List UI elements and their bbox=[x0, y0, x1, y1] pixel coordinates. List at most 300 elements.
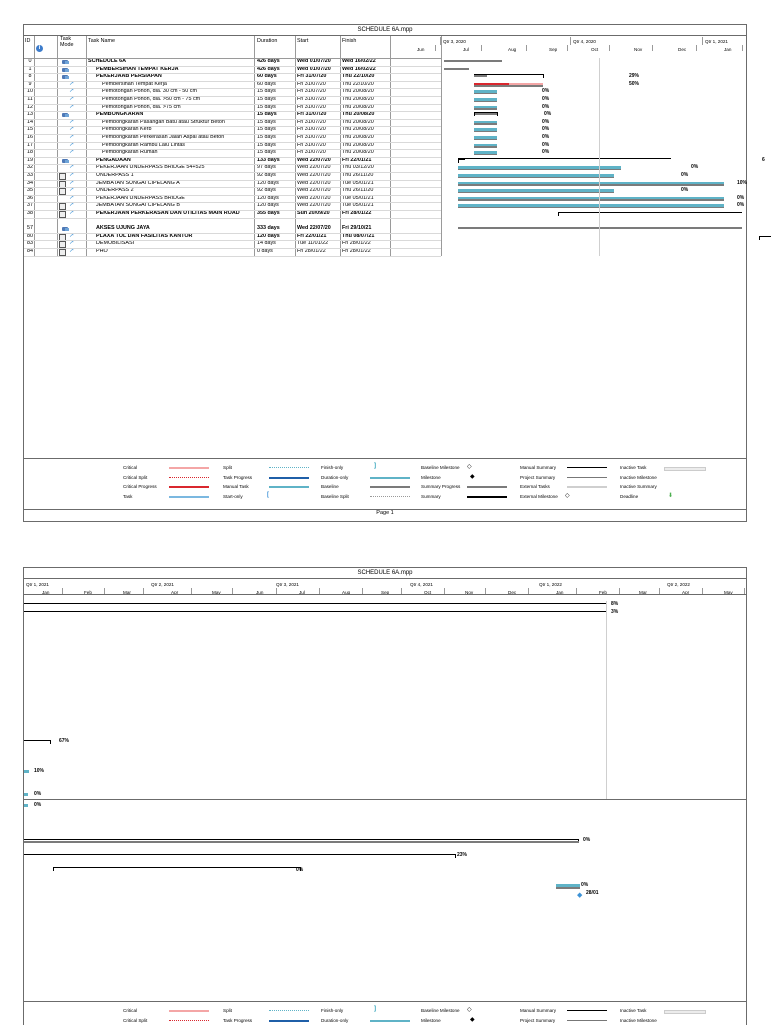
manual-schedule-pin-icon: ↗ bbox=[69, 172, 75, 178]
task-duration[interactable]: 15 days bbox=[257, 134, 276, 140]
legend-swatch bbox=[169, 1010, 209, 1012]
month-label: Mar bbox=[639, 590, 647, 595]
legend-swatch bbox=[370, 496, 410, 497]
task-id: 11 bbox=[27, 96, 33, 102]
month-label: Jun bbox=[417, 47, 425, 52]
legend-label: Manual Summary bbox=[520, 1008, 556, 1013]
manual-schedule-pin-icon: ↗ bbox=[69, 232, 75, 239]
task-bar[interactable] bbox=[24, 804, 28, 807]
col-header-id[interactable]: ID bbox=[25, 38, 31, 44]
task-name[interactable]: UNDERPASS 1 bbox=[96, 172, 134, 178]
baseline-bar bbox=[458, 192, 614, 194]
row-divider bbox=[24, 256, 441, 257]
legend-swatch bbox=[664, 1010, 706, 1014]
col-header-duration[interactable]: Duration bbox=[257, 38, 278, 44]
summary-bracket[interactable] bbox=[458, 159, 465, 160]
task-duration[interactable]: 120 days bbox=[257, 202, 279, 209]
month-label: Feb bbox=[599, 590, 607, 595]
tick bbox=[696, 45, 697, 51]
manual-schedule-pin-icon: ↗ bbox=[69, 126, 75, 133]
legend-label: Finish-only bbox=[321, 1008, 344, 1013]
summary-bracket[interactable] bbox=[24, 839, 579, 840]
task-id: 18 bbox=[27, 149, 33, 156]
task-name[interactable]: Pembongkaran Perkerasan Jalan Aspal atau Beton bbox=[102, 134, 225, 140]
task-duration[interactable]: 60 days bbox=[257, 73, 277, 80]
legend-swatch bbox=[567, 477, 607, 480]
task-start[interactable]: Fri 31/07/20 bbox=[297, 73, 327, 80]
task-duration[interactable]: 426 days bbox=[257, 58, 280, 64]
legend-swatch bbox=[567, 1020, 607, 1023]
legend-label: Finish-only bbox=[321, 465, 344, 470]
summary-bracket[interactable] bbox=[24, 603, 607, 604]
task-duration[interactable]: 15 days bbox=[257, 141, 276, 148]
baseline-bar bbox=[474, 146, 497, 148]
tick bbox=[652, 45, 653, 51]
legend-label: Task Progress bbox=[223, 474, 253, 480]
auto-scheduled-icon bbox=[62, 227, 68, 231]
task-start[interactable]: Wed 22/07/20 bbox=[297, 194, 331, 201]
row-divider bbox=[24, 202, 441, 203]
manual-schedule-pin-icon: ↗ bbox=[69, 96, 75, 102]
row-divider bbox=[24, 88, 441, 89]
task-duration[interactable]: 120 days bbox=[257, 179, 279, 186]
month-label: Jun bbox=[256, 590, 264, 595]
progress-label: 0% bbox=[542, 103, 550, 110]
task-name[interactable]: PEKERJAAB PERSIAPAN bbox=[96, 73, 162, 80]
task-start[interactable]: Wed 22/07/20 bbox=[297, 225, 331, 232]
row-divider bbox=[24, 73, 441, 74]
task-id: 34 bbox=[27, 179, 33, 186]
progress-label: 23% bbox=[457, 851, 468, 858]
finish-only-glyph: ] bbox=[374, 463, 376, 469]
summary-bracket[interactable] bbox=[24, 740, 51, 741]
task-start[interactable]: Tue 11/01/22 bbox=[297, 240, 329, 247]
month-label: Aug bbox=[508, 47, 517, 52]
legend-swatch bbox=[664, 467, 706, 471]
task-name[interactable]: PHO bbox=[96, 248, 108, 254]
task-id: 80 bbox=[27, 232, 33, 239]
column-divider bbox=[86, 36, 87, 256]
tick bbox=[609, 45, 610, 51]
task-id: 35 bbox=[27, 187, 33, 194]
legend-label: Project Summary bbox=[520, 474, 556, 480]
progress-label: 0% bbox=[581, 882, 589, 889]
task-finish[interactable]: Fri 29/10/21 bbox=[342, 225, 372, 232]
summary-baseline-bar bbox=[444, 68, 469, 70]
task-duration[interactable]: 426 days bbox=[257, 65, 280, 72]
task-name[interactable]: PENGADAAN bbox=[96, 156, 131, 163]
column-divider bbox=[34, 36, 35, 256]
auto-scheduled-icon bbox=[62, 75, 68, 79]
gantt-page-1 bbox=[23, 24, 765, 522]
task-start[interactable]: Wed 22/07/20 bbox=[297, 172, 331, 178]
task-name[interactable]: JEMBATAN SUNGAI CIPELANG B bbox=[96, 202, 180, 209]
bracket-end bbox=[50, 740, 51, 744]
task-finish[interactable]: Thu 26/11/20 bbox=[342, 187, 374, 194]
page-number: Page 1 bbox=[376, 510, 394, 516]
legend-label: Duration-only bbox=[321, 1017, 349, 1023]
legend-label: Inactive Milestone bbox=[620, 1017, 657, 1023]
legend-swatch bbox=[269, 1020, 309, 1022]
task-name[interactable]: PEMBONGKARAN bbox=[96, 111, 144, 118]
month-label: Dec bbox=[508, 590, 517, 595]
task-duration[interactable]: 333 days bbox=[257, 225, 280, 232]
task-start[interactable]: Fri 31/07/20 bbox=[297, 118, 326, 125]
bracket-end bbox=[543, 74, 544, 78]
legend-swatch bbox=[169, 1020, 209, 1021]
task-start[interactable]: Wed 01/07/20 bbox=[297, 58, 331, 64]
legend-label: Inactive Task bbox=[620, 1008, 647, 1013]
task-id: 37 bbox=[27, 202, 33, 209]
task-finish[interactable]: Thu 26/11/20 bbox=[342, 172, 374, 178]
progress-label: 0% bbox=[542, 149, 550, 156]
task-start[interactable]: Fri 31/07/20 bbox=[297, 96, 326, 102]
task-duration[interactable]: 60 days bbox=[257, 80, 276, 87]
tick bbox=[440, 37, 441, 45]
progress-label: 6 bbox=[762, 156, 765, 163]
task-duration[interactable]: 133 days bbox=[257, 156, 280, 163]
legend-swatch bbox=[269, 1010, 309, 1011]
legend-swatch bbox=[269, 477, 309, 479]
legend-label: Task bbox=[123, 493, 133, 499]
auto-scheduled-icon bbox=[62, 159, 68, 163]
task-name[interactable]: JEMBATAN SUNGAI CIPELANG A bbox=[96, 179, 180, 186]
task-finish[interactable]: Thu 20/08/20 bbox=[342, 88, 374, 95]
summary-bracket[interactable] bbox=[474, 112, 497, 113]
baseline-bar bbox=[556, 887, 580, 889]
task-start[interactable]: Wed 22/07/20 bbox=[297, 202, 331, 209]
task-id: 33 bbox=[27, 172, 33, 178]
task-start[interactable]: Fri 31/07/20 bbox=[297, 103, 326, 110]
task-finish[interactable]: Tue 05/01/21 bbox=[342, 179, 374, 186]
task-start[interactable]: Wed 22/07/20 bbox=[297, 179, 331, 186]
quarter-label: Qtr 4, 2021 bbox=[410, 582, 433, 587]
progress-label: 0% bbox=[583, 836, 591, 843]
progress-label: 3% bbox=[611, 608, 619, 615]
legend-label: Summary Progress bbox=[421, 484, 461, 489]
summary-bar[interactable] bbox=[474, 75, 487, 77]
col-header-finish[interactable]: Finish bbox=[342, 38, 357, 44]
legend-label: Critical bbox=[123, 1008, 138, 1013]
progress-label: 0% bbox=[542, 88, 550, 95]
task-duration[interactable]: 0 days bbox=[257, 248, 273, 254]
baseline-bar bbox=[24, 841, 579, 843]
task-duration[interactable]: 97 days bbox=[257, 164, 276, 171]
task-finish[interactable]: Thu 20/08/20 bbox=[342, 141, 374, 148]
month-label: Aug bbox=[342, 590, 351, 595]
task-finish[interactable]: Fri 28/01/22 bbox=[342, 248, 371, 254]
task-finish[interactable]: Thu 20/08/20 bbox=[342, 126, 374, 133]
task-duration[interactable]: 15 days bbox=[257, 96, 276, 102]
manual-schedule-pin-icon: ↗ bbox=[69, 248, 75, 254]
month-label: Oct bbox=[591, 47, 599, 52]
task-start[interactable]: Fri 28/01/22 bbox=[297, 248, 326, 254]
manual-schedule-pin-icon: ↗ bbox=[69, 187, 75, 194]
task-id: 15 bbox=[27, 126, 33, 133]
column-divider bbox=[254, 36, 255, 256]
summary-baseline-bar bbox=[458, 227, 742, 229]
summary-bracket[interactable] bbox=[458, 158, 671, 159]
task-start[interactable]: Sun 20/09/20 bbox=[297, 210, 330, 216]
manual-schedule-pin-icon: ↗ bbox=[69, 141, 75, 148]
legend-label: Split bbox=[223, 465, 232, 470]
bracket-end bbox=[759, 236, 760, 240]
row-divider bbox=[24, 96, 441, 97]
progress-label: 8% bbox=[611, 601, 619, 607]
legend-label: Duration-only bbox=[321, 474, 349, 480]
progress-label: 0% bbox=[542, 134, 550, 140]
task-finish[interactable]: Tue 05/01/21 bbox=[342, 202, 374, 209]
col-header-start[interactable]: Start bbox=[297, 38, 309, 44]
summary-bracket[interactable] bbox=[558, 212, 743, 213]
task-duration[interactable]: 120 days bbox=[257, 232, 280, 239]
legend-label: Inactive Task bbox=[620, 465, 647, 470]
legend-label: Critical Progress bbox=[123, 484, 157, 489]
row-divider bbox=[24, 134, 441, 135]
baseline-bar bbox=[474, 108, 497, 110]
task-start[interactable]: Wed 01/07/20 bbox=[297, 65, 331, 72]
legend-label: Milestone bbox=[421, 474, 441, 480]
task-start[interactable]: Wed 22/07/20 bbox=[297, 156, 331, 163]
baseline-bar bbox=[474, 93, 497, 95]
task-finish[interactable]: Thu 20/08/20 bbox=[342, 134, 374, 140]
row-divider bbox=[24, 157, 441, 158]
row-divider bbox=[24, 218, 441, 219]
bracket-end bbox=[474, 112, 475, 116]
task-id: 19 bbox=[27, 156, 33, 163]
task-id: 12 bbox=[27, 103, 33, 110]
task-start[interactable]: Fri 31/07/20 bbox=[297, 80, 326, 87]
column-divider bbox=[441, 36, 442, 256]
task-duration[interactable]: 15 days bbox=[257, 103, 276, 110]
task-duration[interactable]: 15 days bbox=[257, 111, 277, 118]
month-label: Jan bbox=[42, 590, 50, 595]
task-name[interactable]: Pembongkaran Pasangan Batu atau Struktur Beton bbox=[102, 118, 225, 125]
quarter-label: Qtr 4, 2020 bbox=[573, 39, 596, 44]
task-name[interactable]: PEKERJAAN PERKERASAN DAN UTILITAS MAIN ROAD bbox=[96, 210, 240, 216]
task-finish[interactable]: Thu 22/10/20 bbox=[342, 73, 375, 80]
task-name[interactable]: DEMOBILISASI bbox=[96, 240, 135, 247]
task-name[interactable]: PEMBERSIHAN TEMPAT KERJA bbox=[96, 65, 179, 72]
progress-label: 10% bbox=[34, 768, 45, 775]
task-name[interactable]: AKSES UJUNG JAYA bbox=[96, 225, 150, 232]
task-finish[interactable]: Thu 03/12/20 bbox=[342, 164, 374, 171]
legend-swatch bbox=[169, 486, 209, 488]
task-start[interactable]: Fri 31/07/20 bbox=[297, 134, 326, 140]
baseline-bar bbox=[458, 177, 614, 179]
row-divider bbox=[24, 195, 441, 196]
progress-label: 0% bbox=[681, 172, 689, 178]
baseline-bar bbox=[458, 184, 724, 186]
legend-swatch bbox=[269, 467, 309, 468]
progress-label: 0% bbox=[542, 118, 550, 125]
month-label: Jan bbox=[556, 590, 564, 595]
task-duration[interactable]: 92 days bbox=[257, 187, 276, 194]
task-id: 0 bbox=[28, 58, 32, 64]
summary-bracket[interactable] bbox=[759, 236, 771, 237]
manual-schedule-pin-icon: ↗ bbox=[69, 179, 75, 186]
task-finish[interactable]: Thu 08/07/21 bbox=[342, 232, 375, 239]
progress-label: 0% bbox=[542, 126, 550, 133]
task-finish[interactable]: Fri 28/01/22 bbox=[342, 210, 372, 216]
task-start[interactable]: Wed 22/07/20 bbox=[297, 164, 331, 171]
bracket-end bbox=[455, 854, 456, 858]
task-finish[interactable]: Tue 05/01/21 bbox=[342, 194, 374, 201]
task-name[interactable]: Pembersihan Tempat Kerja bbox=[102, 80, 167, 87]
task-duration[interactable]: 355 days bbox=[257, 210, 280, 216]
month-label: Feb bbox=[84, 590, 92, 595]
legend-swatch bbox=[370, 477, 410, 479]
finish-only-glyph: ] bbox=[374, 1006, 376, 1012]
task-duration[interactable]: 15 days bbox=[257, 88, 276, 95]
legend-swatch bbox=[370, 486, 410, 488]
manual-schedule-pin-icon: ↗ bbox=[69, 118, 75, 125]
baseline-bar bbox=[474, 101, 497, 103]
legend-label: Task Progress bbox=[223, 1017, 253, 1023]
legend-label: Critical Split bbox=[123, 1017, 148, 1023]
col-header-name[interactable]: Task Name bbox=[88, 38, 115, 44]
manual-schedule-pin-icon: ↗ bbox=[69, 194, 75, 201]
baseline-bar bbox=[474, 85, 544, 87]
tick bbox=[567, 45, 568, 51]
task-start[interactable]: Fri 22/01/21 bbox=[297, 232, 327, 239]
task-duration[interactable]: 15 days bbox=[257, 126, 276, 133]
task-start[interactable]: Fri 31/07/20 bbox=[297, 88, 326, 95]
baseline-milestone-glyph: ◇ bbox=[467, 464, 472, 470]
column-divider bbox=[295, 36, 296, 256]
task-name[interactable]: Pemotongan Pohon, dia. >75 cm bbox=[102, 103, 181, 110]
month-label: Jul bbox=[463, 47, 469, 52]
task-start[interactable]: Fri 31/07/20 bbox=[297, 111, 327, 118]
task-start[interactable]: Fri 31/07/20 bbox=[297, 149, 326, 156]
progress-label: 0% bbox=[34, 791, 42, 797]
summary-bar[interactable] bbox=[474, 113, 497, 115]
task-finish[interactable]: Thu 20/08/20 bbox=[342, 149, 374, 156]
quarter-label: Qtr 1, 2021 bbox=[26, 582, 49, 587]
task-duration[interactable]: 15 days bbox=[257, 118, 276, 125]
legend-label: Inactive Summary bbox=[620, 484, 657, 489]
task-finish[interactable]: Wed 16/02/22 bbox=[342, 65, 376, 72]
task-start[interactable]: Wed 22/07/20 bbox=[297, 187, 331, 194]
start-only-glyph: [ bbox=[267, 491, 269, 498]
row-divider bbox=[24, 66, 441, 67]
manual-schedule-pin-icon: ↗ bbox=[69, 240, 75, 247]
task-name[interactable]: PLAXA TOL DAN FASILITAS KANTOR bbox=[96, 232, 193, 239]
legend-label: Baseline Milestone bbox=[421, 465, 460, 470]
manual-schedule-pin-icon: ↗ bbox=[69, 164, 75, 171]
task-finish[interactable]: Thu 22/10/20 bbox=[342, 80, 374, 87]
task-start[interactable]: Fri 31/07/20 bbox=[297, 126, 326, 133]
task-finish[interactable]: Wed 16/02/22 bbox=[342, 58, 376, 64]
summary-bracket[interactable] bbox=[24, 854, 456, 855]
quarter-label: Qtr 1, 2022 bbox=[539, 582, 562, 587]
progress-label: 0% bbox=[691, 164, 699, 171]
progress-label: 0% bbox=[542, 141, 550, 148]
task-bar[interactable] bbox=[24, 793, 28, 796]
task-finish[interactable]: Fri 28/01/22 bbox=[342, 240, 371, 247]
month-label: Nov bbox=[465, 590, 474, 595]
tick bbox=[702, 37, 703, 45]
legend-label: Split bbox=[223, 1008, 232, 1013]
month-label: May bbox=[724, 590, 733, 595]
tick bbox=[481, 45, 482, 51]
task-duration[interactable]: 120 days bbox=[257, 194, 279, 201]
task-name[interactable]: Pemotongan Pohon, dia. 30 cm - 50 cm bbox=[102, 88, 197, 95]
task-name[interactable]: Pembongkaran Rumah bbox=[102, 149, 158, 156]
quarter-label: Qtr 3, 2020 bbox=[443, 39, 466, 44]
row-divider bbox=[24, 111, 441, 112]
task-start[interactable]: Fri 31/07/20 bbox=[297, 141, 326, 148]
task-finish[interactable]: Thu 20/08/20 bbox=[342, 118, 374, 125]
task-id: 83 bbox=[27, 240, 33, 247]
column-divider bbox=[390, 36, 391, 256]
legend-label: Manual Summary bbox=[520, 465, 556, 470]
progress-label: 67% bbox=[59, 737, 70, 744]
task-finish[interactable]: Fri 22/01/21 bbox=[342, 156, 372, 163]
legend-swatch bbox=[169, 477, 209, 478]
milestone-glyph: ◆ bbox=[470, 1016, 475, 1023]
legend-swatch bbox=[467, 496, 507, 500]
legend-label: External Milestone bbox=[520, 493, 558, 499]
task-name[interactable]: Pemotongan Pohon, dia. >50 cm - 75 cm bbox=[102, 96, 201, 102]
task-name[interactable]: UNDERPASS 2 bbox=[96, 187, 134, 194]
milestone-glyph: ◆ bbox=[470, 473, 475, 480]
task-finish[interactable]: Thu 20/08/20 bbox=[342, 111, 375, 118]
tick bbox=[570, 37, 571, 45]
task-id: 32 bbox=[27, 164, 33, 171]
row-divider bbox=[24, 210, 441, 211]
bracket-end bbox=[558, 212, 559, 216]
task-name[interactable]: Pembongkaran Rambu Lalu Lintas bbox=[102, 141, 186, 148]
col-header-mode[interactable]: Task Mode bbox=[60, 36, 74, 48]
progress-label: 0% bbox=[737, 202, 745, 209]
progress-label: 0% bbox=[34, 802, 42, 809]
legend-label: Baseline bbox=[321, 484, 339, 489]
task-duration[interactable]: 15 days bbox=[257, 149, 276, 156]
legend-swatch bbox=[467, 486, 507, 488]
manual-schedule-pin-icon: ↗ bbox=[69, 202, 75, 209]
task-finish[interactable]: Thu 20/08/20 bbox=[342, 96, 374, 102]
task-name[interactable]: PEKERJAAN UNDERPASS BRIDGE 54+525 bbox=[96, 164, 205, 171]
task-duration[interactable]: 14 days bbox=[257, 240, 276, 247]
legend-label: Critical Split bbox=[123, 474, 148, 480]
row-divider bbox=[24, 248, 441, 249]
info-icon[interactable]: i bbox=[36, 45, 43, 52]
task-id: 9 bbox=[28, 80, 32, 87]
row-divider bbox=[24, 240, 441, 241]
manual-schedule-pin-icon: ↗ bbox=[69, 80, 75, 87]
task-finish[interactable]: Thu 20/08/20 bbox=[342, 103, 374, 110]
summary-bracket[interactable] bbox=[474, 74, 544, 75]
task-name[interactable]: Pembongkaran Kerb bbox=[102, 126, 152, 133]
bracket-end bbox=[458, 159, 459, 163]
legend-label: Inactive Milestone bbox=[620, 474, 657, 480]
task-name[interactable]: PEKERJAAN UNDERPASS BRIDGE bbox=[96, 194, 185, 201]
legend-swatch bbox=[370, 1020, 410, 1022]
pho-milestone-icon[interactable]: ◆ bbox=[577, 891, 583, 899]
summary-bracket[interactable] bbox=[53, 867, 301, 868]
baseline-bar bbox=[474, 139, 497, 141]
task-bar[interactable] bbox=[24, 770, 29, 773]
summary-bracket[interactable] bbox=[24, 611, 607, 612]
progress-label: 0% bbox=[542, 96, 550, 102]
header-divider bbox=[24, 594, 746, 595]
month-label: Sep bbox=[549, 47, 558, 52]
task-name[interactable]: SCHEDULE 6A bbox=[88, 58, 127, 64]
task-duration[interactable]: 92 days bbox=[257, 172, 276, 178]
header-divider bbox=[24, 58, 441, 59]
month-label: Jan bbox=[724, 47, 732, 52]
